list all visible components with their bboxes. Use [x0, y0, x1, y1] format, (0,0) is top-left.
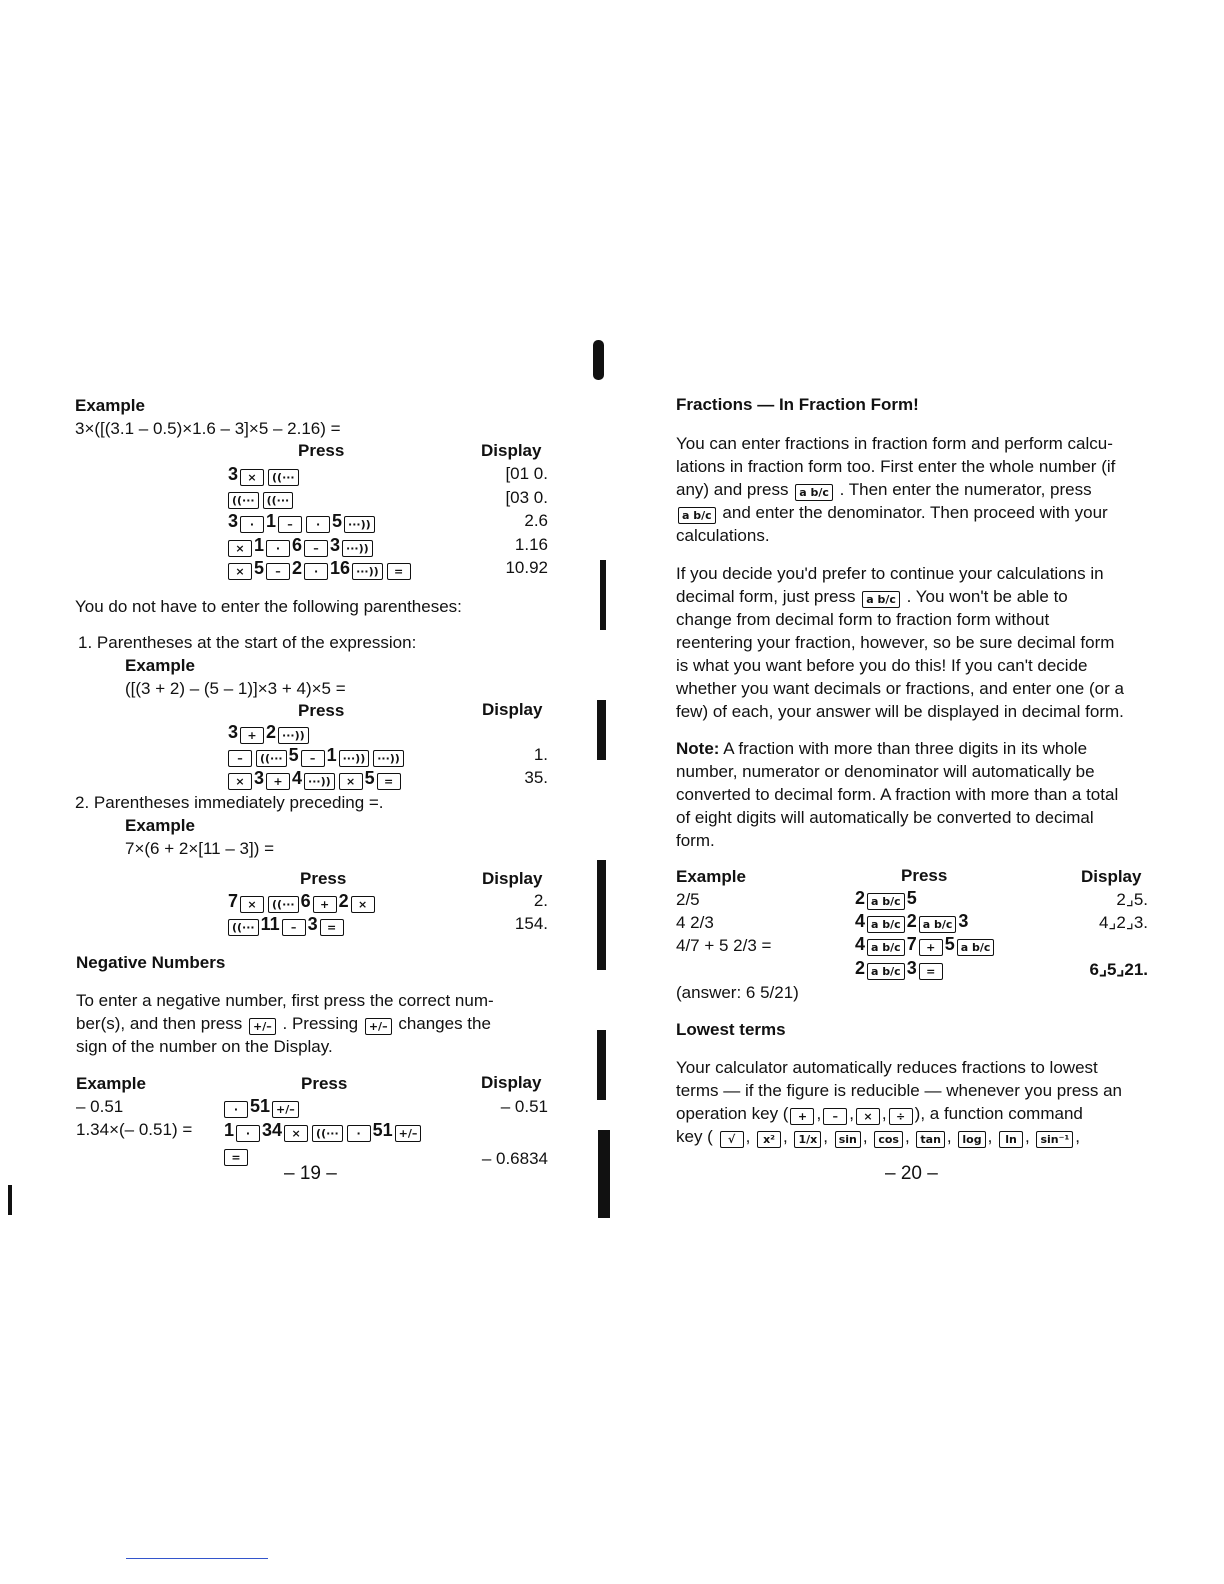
- item1-example-label: Example: [125, 656, 195, 675]
- item1-equation: ([(3 + 2) – (5 – 1)]×3 + 4)×5 =: [125, 679, 346, 698]
- press-header: Press: [298, 441, 345, 460]
- fraction-heading: Fractions — In Fraction Form!: [676, 395, 919, 414]
- step-display: 1.: [533, 745, 548, 764]
- calculator-key-icon: =: [320, 919, 344, 936]
- step-display: 2.: [533, 891, 548, 910]
- step-keys: [226, 488, 295, 509]
- step-keys: [224, 1120, 423, 1142]
- fraction-row-display: 4⌟2⌟3.: [1098, 913, 1148, 932]
- calculator-key-icon: ((···: [263, 492, 294, 509]
- inline-text: any) and press: [676, 480, 789, 499]
- fraction-row-expr: 2/5: [676, 890, 700, 909]
- calculator-key-icon: +: [313, 896, 337, 913]
- calculator-key-icon: –: [282, 919, 306, 936]
- calculator-key-icon: sin: [835, 1131, 861, 1148]
- calculator-key-icon: ((···: [312, 1125, 343, 1142]
- paragraph-line: key ( √ , x² , 1/x , sin , cos , tan , log , ln , sin⁻¹ ,: [676, 1127, 1080, 1146]
- step-display: 10.92: [505, 558, 548, 577]
- paragraph-line: [676, 501, 1156, 524]
- fraction-row-expr: 4/7 + 5 2/3 =: [676, 936, 772, 955]
- inline-text: 16: [330, 558, 351, 578]
- calculator-key-icon: ÷: [889, 1108, 913, 1125]
- calculator-key-icon: +: [240, 727, 264, 744]
- fraction-press-header: Press: [901, 866, 948, 885]
- calculator-key-icon: –: [278, 516, 302, 533]
- inline-text: 4: [855, 911, 866, 931]
- inline-text: 11: [260, 914, 280, 934]
- spine-shadow: [600, 560, 606, 630]
- step-keys: [228, 511, 377, 533]
- calculator-key-icon: ×: [351, 896, 375, 913]
- scan-line: [126, 1558, 268, 1559]
- calculator-key-icon: a b/c: [678, 507, 716, 524]
- paragraph-line: converted to decimal form. A fraction with more than a total: [676, 785, 1119, 804]
- calculator-key-icon: ((···: [268, 896, 299, 913]
- inline-text: and enter the denominator. Then proceed with your: [722, 503, 1108, 522]
- scan-mark: [8, 1185, 12, 1215]
- paragraph-line: lations in fraction form too. First enter the whole number (if: [676, 457, 1116, 476]
- step-display: 154.: [514, 914, 548, 933]
- calculator-key-icon: ×: [228, 773, 252, 790]
- item2-press-header: Press: [300, 869, 347, 888]
- calculator-key-icon: ×: [228, 540, 252, 557]
- item2-example-label: Example: [125, 816, 195, 835]
- calculator-key-icon: a b/c: [867, 893, 905, 910]
- paragraph-line: [676, 478, 1156, 501]
- inline-text: ber(s), and then press: [76, 1014, 243, 1033]
- calculator-key-icon: ···)): [304, 773, 335, 790]
- paragraph-line: terms — if the figure is reducible — whenever you press an: [676, 1081, 1122, 1100]
- calculator-key-icon: ·: [224, 1101, 248, 1118]
- calculator-key-icon: ln: [999, 1131, 1023, 1148]
- calculator-key-icon: –: [823, 1108, 847, 1125]
- calculator-key-icon: –: [301, 750, 325, 767]
- inline-text: 3: [906, 958, 917, 978]
- calculator-key-icon: tan: [916, 1131, 945, 1148]
- calculator-key-icon: +: [266, 773, 290, 790]
- calculator-key-icon: =: [224, 1149, 248, 1166]
- inline-text: 1: [326, 745, 337, 765]
- fraction-paragraph-2: [676, 562, 1156, 723]
- paragraph-line: If you decide you'd prefer to continue your calculations in: [676, 564, 1104, 583]
- calculator-key-icon: ((···: [256, 750, 287, 767]
- paragraph-line: is what you want before you do this! If you can't decide: [676, 656, 1088, 675]
- page-number-left: – 19 –: [284, 1163, 337, 1184]
- calculator-key-icon: ×: [339, 773, 363, 790]
- calculator-key-icon: +: [790, 1108, 814, 1125]
- lowest-terms-paragraph: [676, 1056, 1156, 1148]
- step-keys: [226, 768, 403, 790]
- inline-text: 2: [855, 958, 866, 978]
- calculator-key-icon: √: [720, 1131, 744, 1148]
- note-label: Note:: [676, 739, 720, 758]
- step-keys: [228, 722, 311, 744]
- calculator-key-icon: a b/c: [867, 963, 905, 980]
- inline-text: operation key (: [676, 1104, 789, 1123]
- paragraph-line: You can enter fractions in fraction form and perform calcu-: [676, 434, 1113, 453]
- step-keys: [228, 891, 377, 913]
- paragraph-line: reentering your fraction, however, so be sure decimal form: [676, 633, 1115, 652]
- neg-text-line3: sign of the number on the Display.: [76, 1037, 333, 1056]
- item2-equation: 7×(6 + 2×[11 – 3]) =: [125, 839, 275, 858]
- neg-display-header: Display: [481, 1073, 542, 1092]
- inline-text: 51: [372, 1120, 393, 1140]
- step-keys: [222, 1096, 301, 1118]
- inline-text: 34: [262, 1120, 283, 1140]
- note-paragraph: [676, 737, 1156, 852]
- calculator-key-icon: ×: [856, 1108, 880, 1125]
- calculator-key-icon: =: [377, 773, 401, 790]
- calculator-key-icon: ×: [284, 1125, 308, 1142]
- spine-shadow: [597, 1030, 606, 1100]
- calculator-key-icon: x²: [757, 1131, 781, 1148]
- spine-shadow: [593, 340, 604, 380]
- calculator-key-icon: ((···: [268, 469, 299, 486]
- fraction-row-expr: 4 2/3: [676, 913, 714, 932]
- inline-text: 2: [266, 722, 277, 742]
- item1-display-header: Display: [482, 700, 543, 719]
- step-keys: [855, 934, 996, 956]
- inline-text: 3: [228, 511, 239, 531]
- fraction-display-header: Display: [1081, 867, 1142, 886]
- inline-text: 3: [330, 535, 341, 555]
- neg-row-display: – 0.6834: [481, 1149, 548, 1168]
- inline-text: 3: [254, 768, 265, 788]
- calculator-key-icon: ···)): [278, 727, 309, 744]
- spine-shadow: [597, 700, 606, 760]
- calculator-key-icon: cos: [874, 1131, 903, 1148]
- answer-text: (answer: 6 5/21): [676, 983, 799, 1002]
- fraction-paragraph-1: [676, 432, 1156, 547]
- calculator-key-icon: a b/c: [795, 484, 833, 501]
- fraction-example-label: Example: [676, 867, 746, 886]
- paragraph-line: calculations.: [676, 526, 770, 545]
- neg-text-line1: To enter a negative number, first press the correct num-: [76, 991, 494, 1010]
- calculator-key-icon: ×: [240, 469, 264, 486]
- calculator-key-icon: –: [304, 540, 328, 557]
- calculator-key-icon: ×: [240, 896, 264, 913]
- calculator-key-icon: 1/x: [794, 1131, 821, 1148]
- display-header: Display: [481, 441, 542, 460]
- calculator-key-icon: ···)): [339, 750, 370, 767]
- step-display: 1.16: [514, 535, 548, 554]
- inline-text: 5: [254, 558, 265, 578]
- step-keys: [226, 914, 346, 936]
- calculator-key-icon: sin⁻¹: [1036, 1131, 1073, 1148]
- calculator-key-icon: ·: [347, 1125, 371, 1142]
- step-keys: [228, 464, 301, 486]
- inline-text: 4: [855, 934, 866, 954]
- paragraph-line: change from decimal form to fraction form without: [676, 610, 1050, 629]
- calculator-key-icon: ···)): [344, 516, 375, 533]
- neg-press-header: Press: [301, 1074, 348, 1093]
- calculator-key-icon: ···)): [373, 750, 404, 767]
- neg-row-expr: 1.34×(– 0.51) =: [76, 1120, 193, 1139]
- example-label: Example: [75, 396, 145, 415]
- calculator-key-icon: ·: [306, 516, 330, 533]
- calculator-key-icon: ·: [266, 540, 290, 557]
- inline-text: 1: [266, 511, 277, 531]
- inline-text: changes the: [398, 1014, 491, 1033]
- inline-text: 5: [364, 768, 375, 788]
- inline-text: 2: [338, 891, 349, 911]
- calculator-key-icon: +/–: [272, 1101, 299, 1118]
- calculator-key-icon: a b/c: [957, 939, 995, 956]
- paragraph-line: number, numerator or denominator will automatically be: [676, 762, 1095, 781]
- fraction-row-display: 2⌟5.: [1116, 890, 1148, 909]
- step-display: 35.: [524, 768, 548, 787]
- step-keys: [855, 958, 945, 980]
- fraction-row-display: 6⌟5⌟21.: [1089, 960, 1148, 979]
- item2-text: 2. Parentheses immediately preceding =.: [75, 793, 384, 812]
- inline-text: 6: [292, 535, 303, 555]
- paragraph-line: [676, 585, 1156, 608]
- inline-text: . You won't be able to: [906, 587, 1068, 606]
- calculator-key-icon: ·: [304, 563, 328, 580]
- example-equation: 3×([(3.1 – 0.5)×1.6 – 3]×5 – 2.16) =: [75, 419, 341, 438]
- paragraph-line: [676, 737, 1156, 760]
- inline-text: 5: [944, 934, 955, 954]
- paragraph-line: form.: [676, 831, 715, 850]
- calculator-key-icon: a b/c: [862, 591, 900, 608]
- calculator-key-icon: ···)): [352, 563, 383, 580]
- not-enter-text: You do not have to enter the following parentheses:: [75, 597, 462, 616]
- calculator-key-icon: ·: [236, 1125, 260, 1142]
- step-keys: [222, 1145, 250, 1166]
- item1-press-header: Press: [298, 701, 345, 720]
- spine-shadow: [598, 1130, 610, 1218]
- item1-text: 1. Parentheses at the start of the expression:: [78, 633, 417, 652]
- spine-shadow: [597, 860, 606, 970]
- calculator-key-icon: +: [919, 939, 943, 956]
- calculator-key-icon: a b/c: [919, 916, 957, 933]
- inline-text: decimal form, just press: [676, 587, 856, 606]
- step-display: [03 0.: [505, 488, 548, 507]
- inline-text: 1: [224, 1120, 235, 1140]
- calculator-key-icon: =: [387, 563, 411, 580]
- inline-text: 3: [307, 914, 318, 934]
- calculator-key-icon: log: [958, 1131, 985, 1148]
- inline-text: 6: [300, 891, 311, 911]
- calculator-key-icon: ×: [228, 563, 252, 580]
- inline-text: 51: [250, 1096, 271, 1116]
- paragraph-line: whether you want decimals or fractions, and enter one (or a: [676, 679, 1124, 698]
- calculator-key-icon: a b/c: [867, 916, 905, 933]
- calculator-key-icon: =: [919, 963, 943, 980]
- step-keys: [855, 911, 968, 933]
- neg-row-display: – 0.51: [500, 1097, 548, 1116]
- step-display: [01 0.: [505, 464, 548, 483]
- neg-row-expr: – 0.51: [76, 1097, 124, 1116]
- inline-text: 2: [906, 911, 917, 931]
- inline-text: 5: [332, 511, 343, 531]
- inline-text: . Pressing: [282, 1014, 359, 1033]
- step-keys: [226, 558, 413, 580]
- inline-text: . Then enter the numerator, press: [839, 480, 1092, 499]
- inline-text: 5: [288, 745, 299, 765]
- paragraph-line: operation key ( + , – , × , ÷ ), a function command: [676, 1104, 1083, 1123]
- calculator-key-icon: ((···: [228, 919, 259, 936]
- inline-text: 1: [254, 535, 265, 555]
- inline-text: 5: [906, 888, 917, 908]
- neg-example-label: Example: [76, 1074, 146, 1093]
- inline-text: 4: [292, 768, 303, 788]
- paragraph-line: Your calculator automatically reduces fractions to lowest: [676, 1058, 1098, 1077]
- paragraph-line: few) of each, your answer will be displayed in decimal form.: [676, 702, 1124, 721]
- inline-text: ), a function command: [914, 1104, 1083, 1123]
- calculator-key-icon: a b/c: [867, 939, 905, 956]
- calculator-key-icon: +/–: [365, 1018, 392, 1035]
- inline-text: 7: [228, 891, 239, 911]
- inline-text: key (: [676, 1127, 713, 1146]
- calculator-key-icon: –: [266, 563, 290, 580]
- paragraph-line: of eight digits will automatically be converted to decimal: [676, 808, 1094, 827]
- inline-text: 3: [228, 722, 239, 742]
- negative-numbers-heading: Negative Numbers: [76, 953, 226, 972]
- neg-text-line2: [76, 1014, 491, 1035]
- step-display: 2.6: [524, 511, 548, 530]
- step-keys: [855, 888, 917, 910]
- step-keys: [226, 535, 375, 557]
- calculator-key-icon: ·: [240, 516, 264, 533]
- inline-text: 7: [906, 934, 917, 954]
- page-number-right: – 20 –: [885, 1163, 938, 1184]
- inline-text: 3: [958, 911, 969, 931]
- item2-display-header: Display: [482, 869, 543, 888]
- calculator-key-icon: ((···: [228, 492, 259, 509]
- inline-text: 2: [292, 558, 303, 578]
- calculator-key-icon: +/–: [395, 1125, 422, 1142]
- calculator-key-icon: –: [228, 750, 252, 767]
- inline-text: 3: [228, 464, 239, 484]
- inline-text: A fraction with more than three digits in its whole: [719, 739, 1088, 758]
- calculator-key-icon: ···)): [342, 540, 373, 557]
- lowest-terms-heading: Lowest terms: [676, 1020, 786, 1039]
- inline-text: 2: [855, 888, 866, 908]
- step-keys: [226, 745, 406, 767]
- calculator-key-icon: +/–: [249, 1018, 276, 1035]
